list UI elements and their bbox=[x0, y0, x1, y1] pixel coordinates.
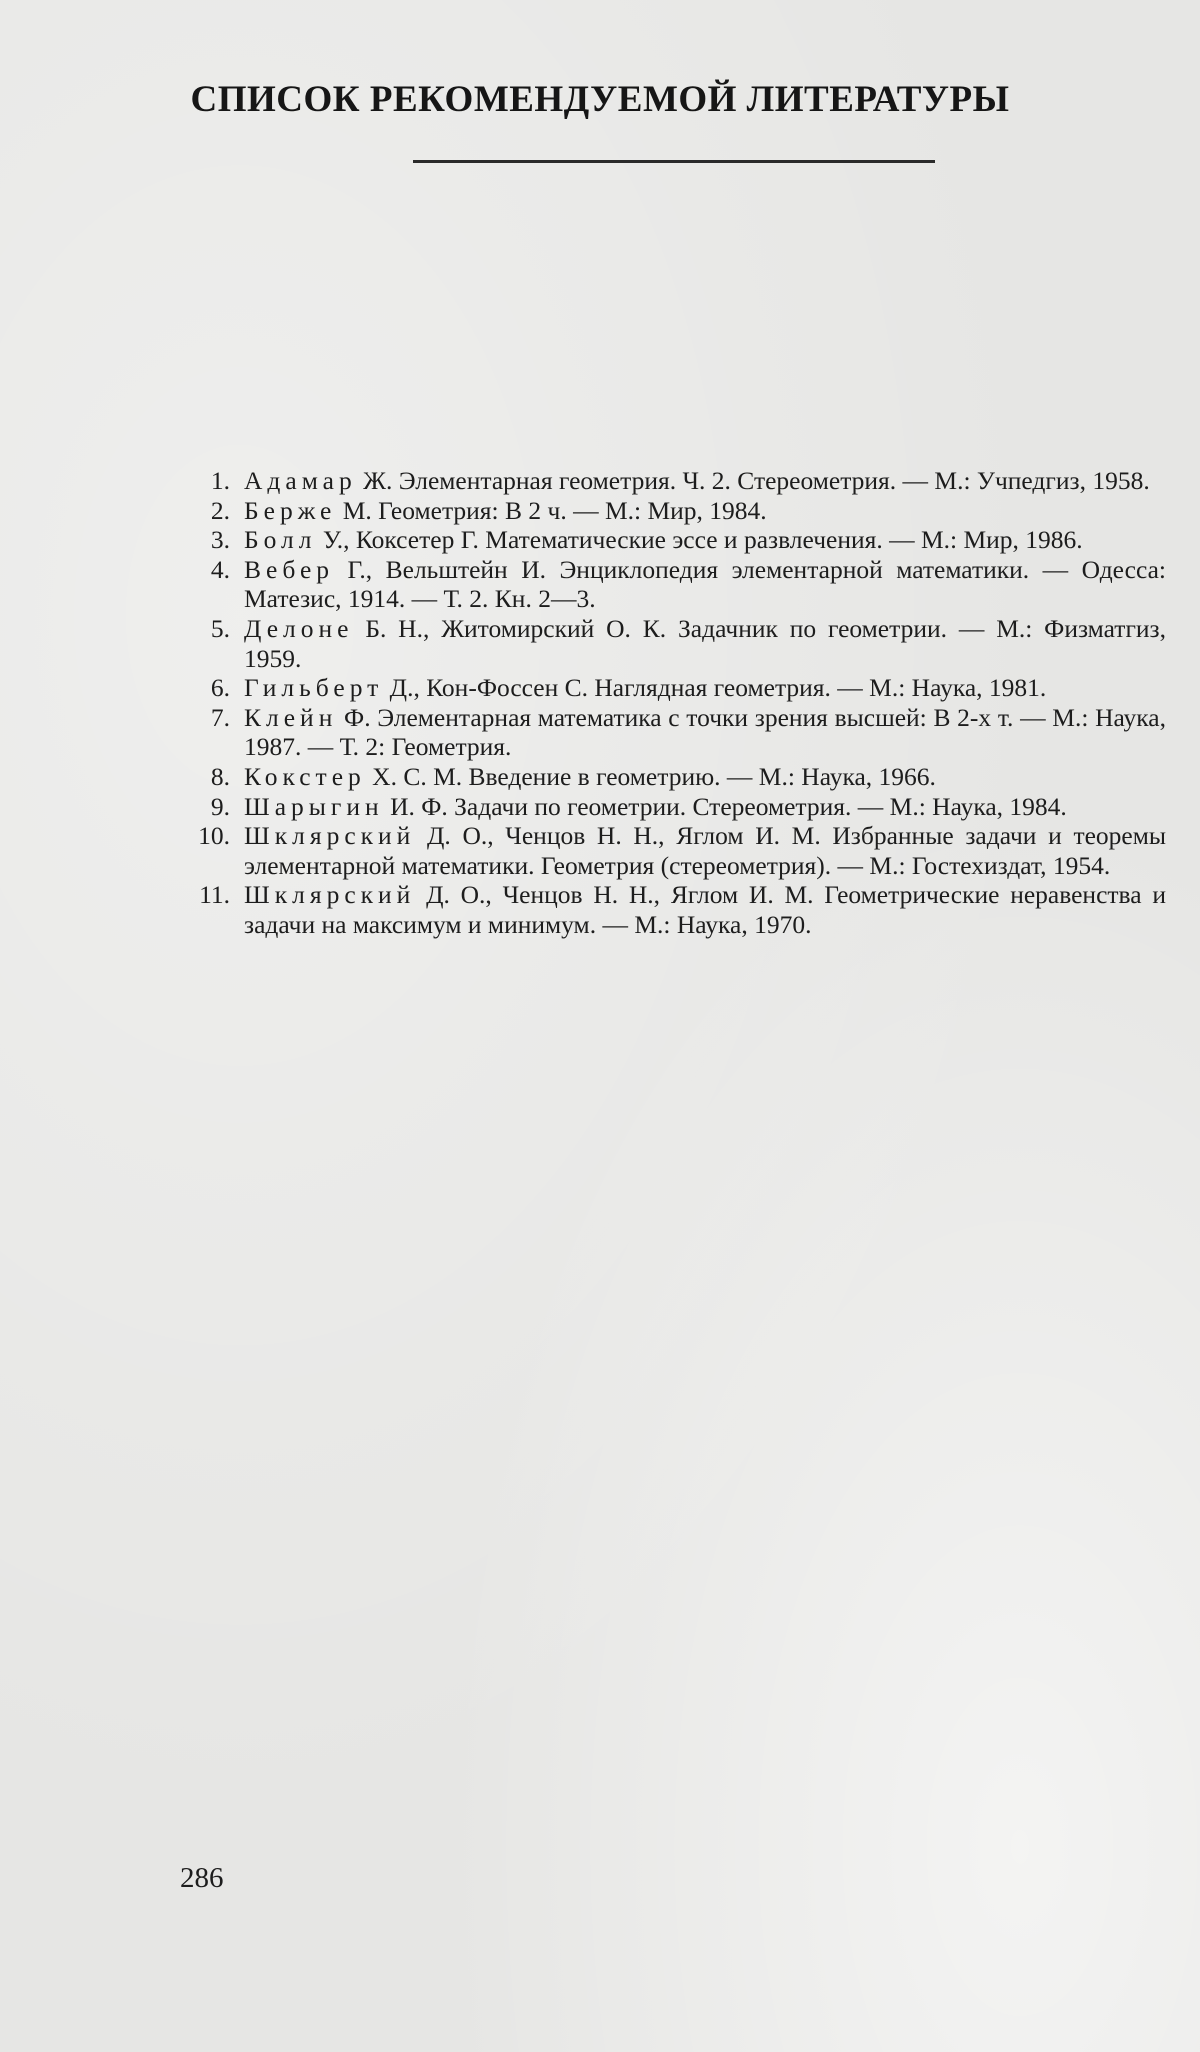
reference-item bbox=[176, 821, 1166, 880]
reference-item bbox=[176, 496, 1166, 526]
reference-author: Клейн bbox=[244, 702, 338, 732]
reference-number: 5. bbox=[210, 613, 230, 643]
reference-number: 11. bbox=[199, 880, 230, 910]
reference-author: Адамар bbox=[244, 466, 357, 495]
reference-author: Шклярский bbox=[244, 821, 416, 851]
reference-text: У., Коксетер Г. Математические эссе и развлечения. — М.: Мир, 1986. bbox=[316, 525, 1083, 555]
page-number: 286 bbox=[180, 1862, 224, 1894]
reference-item bbox=[176, 525, 1166, 555]
reference-item bbox=[176, 703, 1166, 762]
reference-item bbox=[176, 762, 1166, 792]
reference-text: Б. Н., Житомирский О. К. Задачник по геометрии. — М.: Физматгиз, 1959. bbox=[244, 613, 1166, 673]
reference-text: Д. О., Ченцов Н. Н., Яглом И. М. Геометрические неравенства и задачи на максимум и минимум. — М.: Наука, 1970. bbox=[244, 880, 1166, 939]
reference-number: 2. bbox=[210, 495, 230, 525]
page-title: СПИСОК РЕКОМЕНДУЕМОЙ ЛИТЕРАТУРЫ bbox=[190, 79, 1010, 120]
reference-number: 10. bbox=[198, 821, 230, 851]
reference-text: Д., Кон-Фоссен С. Наглядная геометрия. — М.: Наука, 1981. bbox=[383, 673, 1047, 703]
reference-text: Ф. Элементарная математика с точки зрения высшей: В 2-х т. — М.: Наука, 1987. — Т. 2: Геометрия. bbox=[244, 702, 1166, 762]
reference-number: 4. bbox=[210, 554, 230, 584]
reference-number: 8. bbox=[210, 761, 230, 791]
reference-author: Гильберт bbox=[244, 673, 384, 703]
reference-number: 7. bbox=[210, 702, 230, 732]
reference-item bbox=[176, 673, 1166, 703]
reference-text: И. Ф. Задачи по геометрии. Стереометрия. — М.: Наука, 1984. bbox=[383, 791, 1067, 821]
reference-author: Шарыгин bbox=[244, 791, 384, 821]
reference-author: Кокстер bbox=[244, 761, 366, 791]
reference-list bbox=[176, 466, 1166, 940]
reference-author: Берже bbox=[244, 495, 337, 525]
reference-author: Шклярский bbox=[244, 880, 416, 910]
reference-author: Делоне bbox=[244, 613, 354, 643]
reference-item bbox=[176, 614, 1166, 673]
reference-item bbox=[176, 880, 1166, 939]
reference-number: 3. bbox=[210, 525, 230, 555]
reference-author: Вебер bbox=[244, 554, 335, 584]
reference-text: Х. С. М. Введение в геометрию. — М.: Наука, 1966. bbox=[365, 761, 936, 791]
reference-text: Ж. Элементарная геометрия. Ч. 2. Стереометрия. — М.: Учпедгиз, 1958. bbox=[356, 466, 1150, 495]
reference-text: Д. О., Ченцов Н. Н., Яглом И. М. Избранные задачи и теоремы элементарной математики. Геометрия (стереометрия). — М.: Гостехиздат, 1954. bbox=[244, 821, 1166, 880]
title-underline bbox=[413, 160, 935, 163]
reference-item bbox=[176, 466, 1166, 496]
reference-item bbox=[176, 555, 1166, 614]
reference-text: М. Геометрия: В 2 ч. — М.: Мир, 1984. bbox=[336, 495, 767, 525]
reference-author: Болл bbox=[244, 525, 317, 555]
reference-item bbox=[176, 792, 1166, 822]
reference-number: 6. bbox=[210, 673, 230, 703]
reference-number: 9. bbox=[210, 791, 230, 821]
reference-number: 1. bbox=[210, 466, 230, 495]
reference-text: Г., Вельштейн И. Энциклопедия элементарной математики. — Одесса: Матезис, 1914. — Т. 2. Кн. 2—3. bbox=[244, 554, 1166, 614]
